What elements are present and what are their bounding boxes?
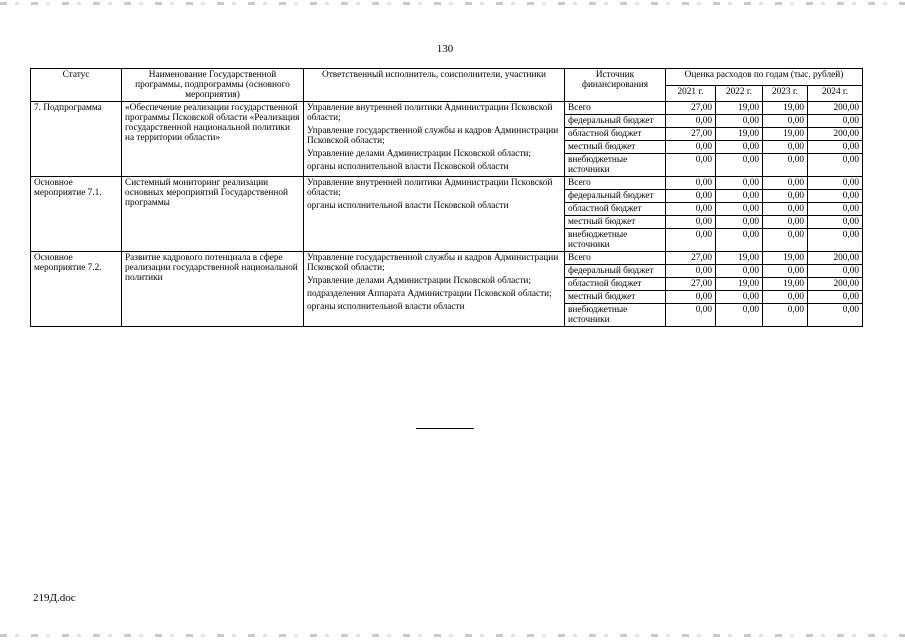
value-cell: 0,00 (716, 291, 763, 304)
value-cell: 0,00 (716, 190, 763, 203)
value-cell: 0,00 (716, 265, 763, 278)
value-cell: 19,00 (716, 128, 763, 141)
value-cell: 0,00 (763, 229, 808, 252)
table-row (31, 252, 863, 265)
document-filename: 219Д.doc (33, 592, 76, 604)
source-cell: областной бюджет (565, 128, 666, 141)
table-row (31, 102, 863, 115)
status-cell: Основное мероприятие 7.2. (31, 252, 122, 327)
value-cell: 0,00 (763, 304, 808, 327)
value-cell: 0,00 (763, 216, 808, 229)
source-cell: областной бюджет (565, 278, 666, 291)
value-cell: 0,00 (808, 216, 863, 229)
executor-item: Управление делами Администрации Псковской области; (307, 276, 531, 286)
value-cell: 19,00 (716, 278, 763, 291)
source-cell: внебюджетные источники (565, 154, 666, 177)
value-cell: 200,00 (808, 102, 863, 115)
header-year: 2021 г. (666, 85, 716, 102)
executor-cell (304, 177, 565, 252)
executor-item: подразделения Аппарата Администрации Псковской области; (307, 289, 552, 299)
value-cell: 27,00 (666, 252, 716, 265)
value-cell: 0,00 (666, 291, 716, 304)
value-cell: 0,00 (666, 190, 716, 203)
header-name: Наименование Государственной программы, подпрограммы (основного мероприятия) (122, 69, 304, 102)
value-cell: 200,00 (808, 278, 863, 291)
header-executor: Ответственный исполнитель, соисполнители, участники (304, 69, 565, 102)
header-estimate: Оценка расходов по годам (тыс. рублей) (666, 69, 863, 86)
header-row (31, 69, 863, 86)
program-name-cell: Развитие кадрового потенциала в сфере реализации государственной национальной политики (122, 252, 304, 327)
status-cell: 7. Подпрограмма (31, 102, 122, 177)
source-cell: федеральный бюджет (565, 265, 666, 278)
value-cell: 0,00 (666, 177, 716, 190)
value-cell: 0,00 (666, 265, 716, 278)
source-cell: местный бюджет (565, 216, 666, 229)
source-cell: федеральный бюджет (565, 190, 666, 203)
value-cell: 0,00 (808, 115, 863, 128)
value-cell: 0,00 (763, 265, 808, 278)
value-cell: 0,00 (763, 190, 808, 203)
value-cell: 200,00 (808, 128, 863, 141)
header-year: 2023 г. (763, 85, 808, 102)
table-row (31, 177, 863, 190)
value-cell: 19,00 (763, 102, 808, 115)
value-cell: 0,00 (808, 291, 863, 304)
header-year: 2024 г. (808, 85, 863, 102)
value-cell: 0,00 (716, 203, 763, 216)
value-cell: 19,00 (716, 252, 763, 265)
value-cell: 0,00 (763, 141, 808, 154)
value-cell: 0,00 (763, 203, 808, 216)
scan-edge-top (0, 2, 905, 5)
value-cell: 0,00 (716, 115, 763, 128)
executor-item: органы исполнительной власти Псковской области (307, 201, 509, 211)
value-cell: 27,00 (666, 128, 716, 141)
value-cell: 19,00 (716, 102, 763, 115)
executor-item: Управление внутренней политики Администрации Псковской области; (307, 178, 553, 198)
value-cell: 0,00 (666, 115, 716, 128)
value-cell: 0,00 (808, 265, 863, 278)
executor-cell (304, 252, 565, 327)
executor-item: Управление внутренней политики Администрации Псковской области; (307, 103, 553, 123)
status-cell: Основное мероприятие 7.1. (31, 177, 122, 252)
source-cell: местный бюджет (565, 291, 666, 304)
value-cell: 0,00 (808, 141, 863, 154)
value-cell: 0,00 (666, 203, 716, 216)
footer-divider (416, 428, 474, 429)
value-cell: 0,00 (666, 141, 716, 154)
value-cell: 0,00 (666, 216, 716, 229)
executor-cell (304, 102, 565, 177)
value-cell: 0,00 (666, 304, 716, 327)
executor-item: Управление делами Администрации Псковской области; (307, 149, 531, 159)
value-cell: 0,00 (763, 154, 808, 177)
value-cell: 200,00 (808, 252, 863, 265)
source-cell: местный бюджет (565, 141, 666, 154)
source-cell: Всего (565, 252, 666, 265)
program-name-cell: «Обеспечение реализации государственной программы Псковской области «Реализация государственной национальной политики на территории области» (122, 102, 304, 177)
value-cell: 0,00 (716, 177, 763, 190)
source-cell: федеральный бюджет (565, 115, 666, 128)
value-cell: 19,00 (763, 252, 808, 265)
value-cell: 0,00 (763, 291, 808, 304)
page-number: 130 (436, 43, 454, 55)
header-year: 2022 г. (716, 85, 763, 102)
source-cell: Всего (565, 177, 666, 190)
value-cell: 0,00 (808, 203, 863, 216)
value-cell: 27,00 (666, 278, 716, 291)
value-cell: 0,00 (716, 154, 763, 177)
executor-item: Управление государственной службы и кадров Администрации Псковской области; (307, 126, 559, 146)
source-cell: областной бюджет (565, 203, 666, 216)
source-cell: внебюджетные источники (565, 229, 666, 252)
value-cell: 0,00 (666, 154, 716, 177)
value-cell: 0,00 (716, 229, 763, 252)
program-name-cell: Системный мониторинг реализации основных мероприятий Государственной программы (122, 177, 304, 252)
value-cell: 0,00 (716, 141, 763, 154)
value-cell: 0,00 (763, 115, 808, 128)
value-cell: 0,00 (716, 304, 763, 327)
value-cell: 0,00 (666, 229, 716, 252)
value-cell: 19,00 (763, 278, 808, 291)
value-cell: 19,00 (763, 128, 808, 141)
header-status: Статус (31, 69, 122, 102)
value-cell: 0,00 (763, 177, 808, 190)
source-cell: внебюджетные источники (565, 304, 666, 327)
value-cell: 0,00 (808, 229, 863, 252)
value-cell: 0,00 (808, 177, 863, 190)
value-cell: 0,00 (808, 304, 863, 327)
header-source: Источник финансирования (565, 69, 666, 102)
executor-item: органы исполнительной власти Псковской области (307, 162, 509, 172)
executor-item: Управление государственной службы и кадров Администрации Псковской области; (307, 253, 559, 273)
value-cell: 0,00 (808, 154, 863, 177)
executor-item: органы исполнительной власти области (307, 302, 465, 312)
value-cell: 27,00 (666, 102, 716, 115)
scan-edge-bottom (0, 634, 905, 637)
value-cell: 0,00 (808, 190, 863, 203)
expenditure-table (30, 68, 863, 327)
source-cell: Всего (565, 102, 666, 115)
value-cell: 0,00 (716, 216, 763, 229)
